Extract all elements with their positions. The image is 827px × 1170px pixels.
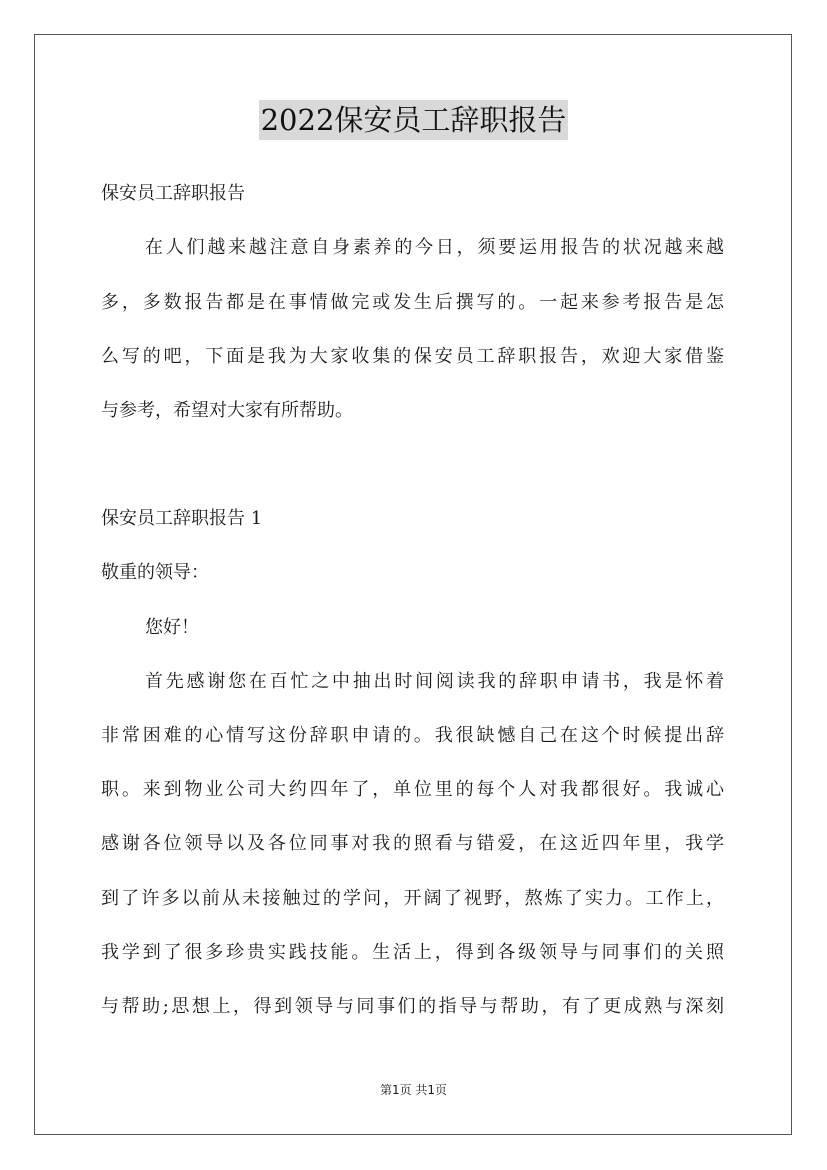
greeting: 您好！ [145, 617, 199, 638]
intro-line: 么写的吧，下面是我为大家收集的保安员工辞职报告，欢迎大家借鉴 [101, 346, 724, 367]
document-subtitle: 保安员工辞职报告 [101, 183, 245, 204]
intro-line: 在人们越来越注意自身素养的今日，须要运用报告的状况越来越 [145, 237, 724, 258]
intro-line: 多，多数报告都是在事情做完或发生后撰写的。一起来参考报告是怎 [101, 292, 724, 313]
body-line: 与帮助;思想上，得到领导与同事们的指导与帮助，有了更成熟与深刻 [101, 996, 724, 1017]
section-heading: 保安员工辞职报告 1 [101, 508, 263, 529]
intro-line: 与参考，希望对大家有所帮助。 [101, 400, 353, 421]
body-line: 非常困难的心情写这份辞职申请的。我很缺憾自己在这个时候提出辞 [101, 725, 724, 746]
body-line: 职。来到物业公司大约四年了，单位里的每个人对我都很好。我诚心 [101, 779, 724, 800]
body-line: 我学到了很多珍贵实践技能。生活上，得到各级领导与同事们的关照 [101, 942, 724, 963]
title-container [0, 100, 827, 140]
body-line: 到了许多以前从未接触过的学问，开阔了视野，熬炼了实力。工作上， [101, 888, 724, 909]
page-number-footer: 第1页 共1页 [379, 1083, 448, 1097]
salutation: 敬重的领导： [101, 562, 209, 583]
body-line: 首先感谢您在百忙之中抽出时间阅读我的辞职申请书，我是怀着 [145, 671, 724, 692]
body-line: 感谢各位领导以及各位同事对我的照看与错爱，在这近四年里，我学 [101, 833, 724, 854]
document-title: 2022保安员工辞职报告 [259, 100, 569, 140]
